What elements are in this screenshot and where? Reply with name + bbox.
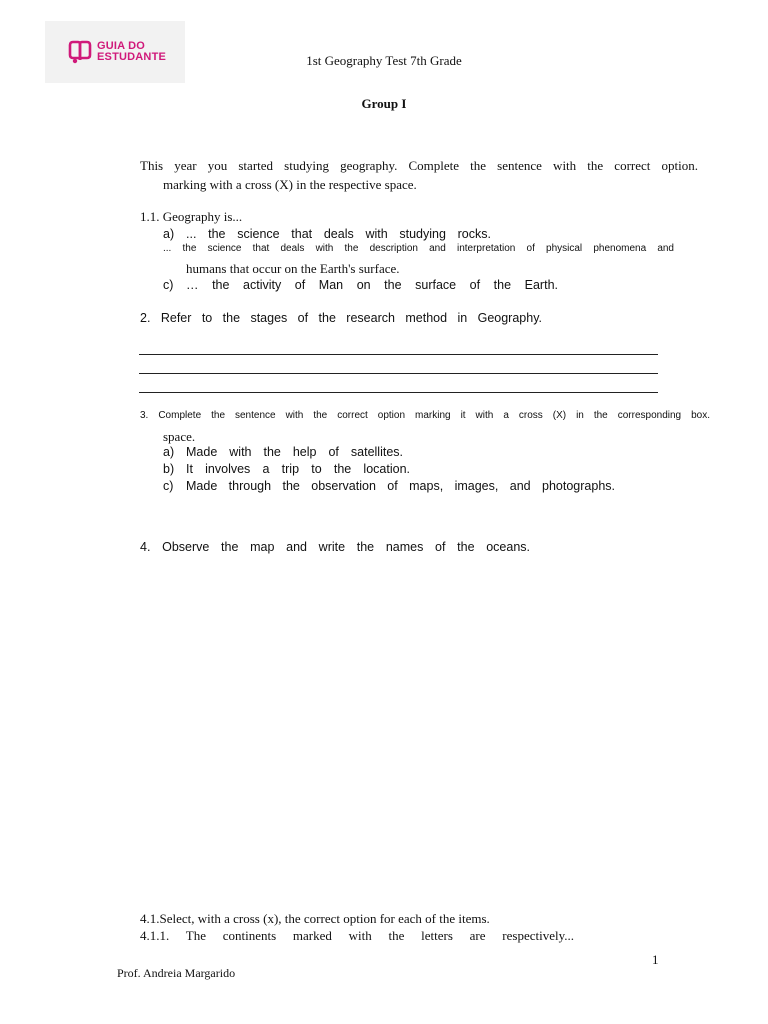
q4-stem: 4. Observe the map and write the names of the oceans. (140, 540, 530, 554)
group-title: Group I (361, 96, 407, 111)
q3-option-b-text: It involves a trip to the location. (186, 462, 410, 476)
q1-option-b-line-1: ... the science that deals with the description and interpretation of physical phenomena and (163, 243, 674, 254)
q1-option-a-letter: a) (163, 227, 175, 241)
q1-stem: 1.1. Geography is... (140, 209, 243, 224)
q1-option-b-line-2: humans that occur on the Earth's surface. (186, 261, 400, 276)
q3-stem-continued: space. (163, 429, 196, 444)
brand-logo-text: GUIA DO ESTUDANTE (97, 40, 167, 63)
page-number: 1 (652, 952, 659, 967)
q3-option-b-letter: b) (163, 462, 175, 476)
intro-line-2: marking with a cross (X) in the respective space. (163, 177, 417, 192)
intro-line-1: This year you started studying geography. Complete the sentence with the correct option. (140, 158, 698, 173)
q3-option-c-letter: c) (163, 479, 174, 493)
brand-logo (45, 21, 185, 83)
q2-stem: 2. Refer to the stages of the research method in Geography. (140, 311, 542, 325)
q4-1-1-stem: 4.1.1. The continents marked with the letters are respectively... (140, 928, 574, 943)
q1-option-c-text: … the activity of Man on the surface of the Earth. (186, 278, 558, 292)
q3-option-a-text: Made with the help of satellites. (186, 445, 403, 459)
answer-line-3[interactable] (139, 392, 658, 393)
footer-author: Prof. Andreia Margarido (117, 966, 236, 980)
document-header-title: 1st Geography Test 7th Grade (306, 53, 462, 68)
q1-option-a-text: ... the science that deals with studying rocks. (186, 227, 491, 241)
answer-line-2[interactable] (139, 373, 658, 374)
q3-option-a-letter: a) (163, 445, 175, 459)
answer-line-1[interactable] (139, 354, 658, 355)
q3-stem: 3. Complete the sentence with the correct option marking it with a cross (X) in the corresponding box. (140, 410, 710, 421)
q1-option-c-letter: c) (163, 278, 174, 292)
q3-option-c-text: Made through the observation of maps, images, and photographs. (186, 479, 615, 493)
q4-1-stem: 4.1.Select, with a cross (x), the correct option for each of the items. (140, 911, 490, 926)
